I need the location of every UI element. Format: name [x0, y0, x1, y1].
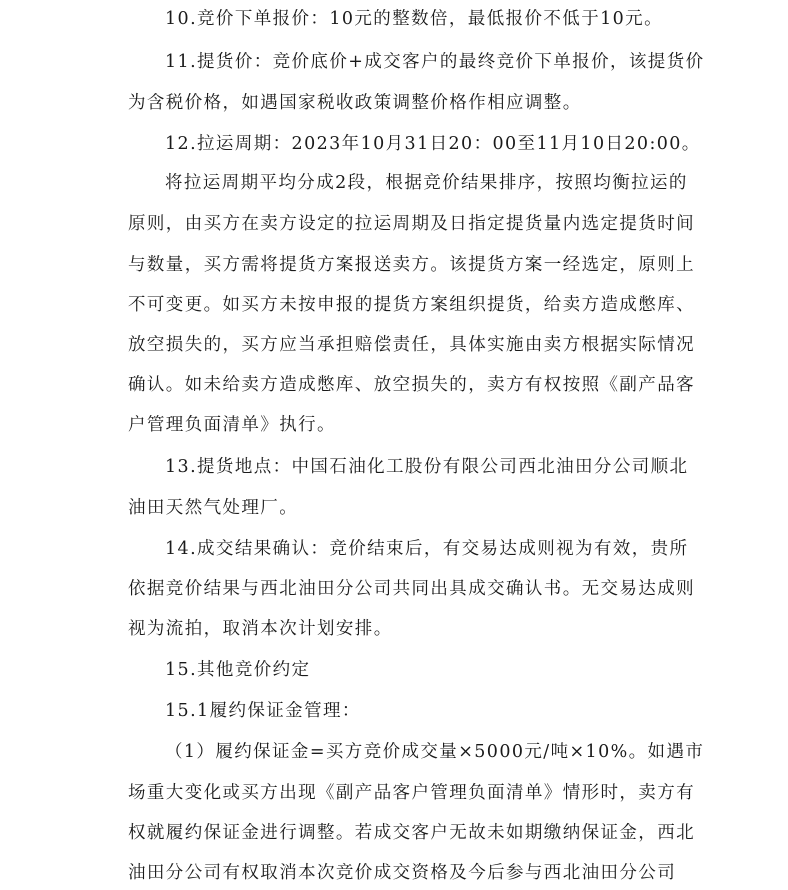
clause-14-line-3: 视为流拍，取消本次计划安排。: [128, 619, 393, 639]
clause-15-1-item-1-line-3: 权就履约保证金进行调整。若成交客户无故未如期缴纳保证金，西北: [128, 823, 695, 843]
clause-10-line-1: 10.竞价下单报价：10元的整数倍，最低报价不低于10元。: [165, 9, 663, 29]
clause-11-line-1: 11.提货价：竞价底价+成交客户的最终竞价下单报价，该提货价: [165, 52, 705, 72]
clause-12-para-line-6: 确认。如未给卖方造成憋库、放空损失的，卖方有权按照《副产品客: [128, 375, 695, 395]
clause-14-line-1: 14.成交结果确认：竞价结束后，有交易达成则视为有效，贵所: [165, 539, 689, 559]
clause-12-para-line-3: 与数量，买方需将提货方案报送卖方。该提货方案一经选定，原则上: [128, 255, 695, 275]
clause-13-line-1: 13.提货地点：中国石油化工股份有限公司西北油田分公司顺北: [165, 457, 689, 477]
clause-12-para-line-5: 放空损失的，买方应当承担赔偿责任，具体实施由卖方根据实际情况: [128, 335, 695, 355]
clause-12-para-line-4: 不可变更。如买方未按申报的提货方案组织提货，给卖方造成憋库、: [128, 295, 695, 315]
clause-13-line-2: 油田天然气处理厂。: [128, 498, 299, 518]
clause-15-heading: 15.其他竞价约定: [165, 660, 311, 680]
clause-12-line-1: 12.拉运周期：2023年10月31日20：00至11月10日20:00。: [165, 134, 701, 154]
clause-15-1-item-1-line-1: （1）履约保证金=买方竞价成交量×5000元/吨×10%。如遇市: [165, 742, 705, 762]
clause-12-para-line-7: 户管理负面清单》执行。: [128, 415, 336, 435]
clause-12-para-line-2: 原则，由买方在卖方设定的拉运周期及日指定提货量内选定提货时间: [128, 214, 695, 234]
clause-12-para-line-1: 将拉运周期平均分成2段，根据竞价结果排序，按照均衡拉运的: [165, 173, 688, 193]
clause-15-1-item-1-line-2: 场重大变化或买方出现《副产品客户管理负面清单》情形时，卖方有: [128, 783, 695, 803]
clause-14-line-2: 依据竞价结果与西北油田分公司共同出具成交确认书。无交易达成则: [128, 579, 695, 599]
clause-15-1-item-1-line-4: 油田分公司有权取消本次竞价成交资格及今后参与西北油田分公司: [128, 863, 677, 883]
clause-11-line-2: 为含税价格，如遇国家税收政策调整价格作相应调整。: [128, 93, 582, 113]
clause-15-1-heading: 15.1履约保证金管理：: [165, 701, 361, 721]
